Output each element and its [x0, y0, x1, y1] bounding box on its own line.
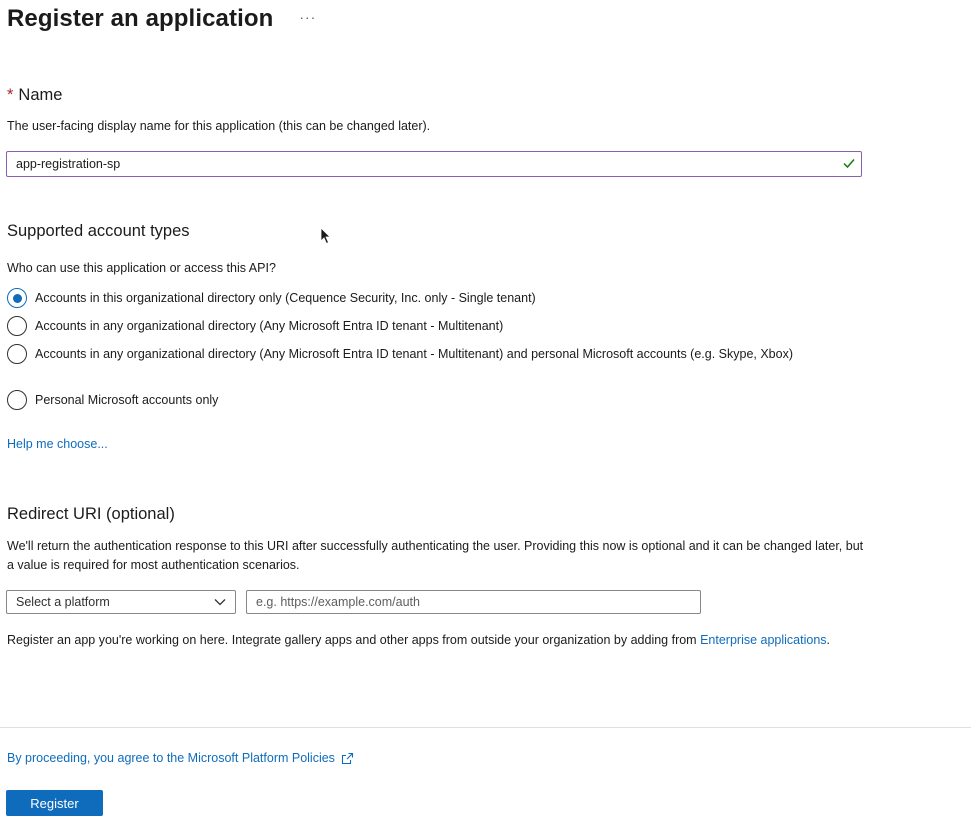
radio-button[interactable]	[7, 316, 27, 336]
account-types-question: Who can use this application or access this API?	[7, 261, 276, 275]
register-note	[7, 631, 830, 650]
page-title: Register an application	[7, 5, 274, 32]
account-type-option-multitenant[interactable]	[7, 316, 503, 336]
mouse-cursor-icon	[320, 227, 331, 245]
platform-select-value: Select a platform	[16, 595, 110, 609]
required-marker: *	[7, 86, 14, 104]
help-me-choose-link[interactable]: Help me choose...	[7, 437, 108, 451]
more-options-icon[interactable]: ···	[299, 9, 317, 25]
account-type-option-single-tenant[interactable]	[7, 288, 536, 308]
external-link-icon[interactable]	[341, 752, 354, 765]
enterprise-applications-link[interactable]: Enterprise applications	[700, 633, 827, 647]
radio-label: Accounts in any organizational directory (Any Microsoft Entra ID tenant - Multitenant)	[35, 319, 504, 333]
platform-policies-link[interactable]: By proceeding, you agree to the Microsoft Platform Policies	[7, 751, 335, 765]
checkmark-icon	[842, 156, 856, 170]
register-note-end: .	[826, 633, 831, 647]
account-type-option-personal-only[interactable]	[7, 390, 218, 410]
title-row	[7, 4, 316, 34]
redirect-uri-title: Redirect URI (optional)	[7, 505, 175, 523]
name-label-text: Name	[18, 86, 63, 104]
policy-row	[7, 751, 354, 765]
register-note-text: Register an app you're working on here. Integrate gallery apps and other apps from outside your organization by adding from	[7, 633, 701, 647]
account-types-title: Supported account types	[7, 222, 190, 240]
radio-label: Accounts in any organizational directory (Any Microsoft Entra ID tenant - Multitenant) and personal Microsoft accounts (e.g. Skype, Xbox)	[35, 347, 793, 361]
name-label	[7, 86, 62, 105]
radio-button[interactable]	[7, 344, 27, 364]
redirect-uri-description: We'll return the authentication response to this URI after successfully authenticating the user. Providing this now is optional and it can be changed later, but a value is required for most authentication scenarios.	[7, 539, 864, 572]
radio-label: Personal Microsoft accounts only	[35, 393, 219, 407]
radio-button[interactable]	[7, 288, 27, 308]
redirect-uri-input[interactable]	[246, 590, 701, 614]
radio-label: Accounts in this organizational directory only (Cequence Security, Inc. only - Single tenant)	[35, 291, 536, 305]
platform-select[interactable]	[6, 590, 236, 614]
chevron-down-icon	[214, 597, 226, 607]
radio-button[interactable]	[7, 390, 27, 410]
register-button[interactable]: Register	[6, 790, 103, 816]
name-input[interactable]	[7, 153, 827, 175]
footer-divider	[0, 727, 971, 728]
name-field-wrapper	[6, 151, 862, 177]
account-type-option-multitenant-personal[interactable]	[7, 344, 857, 364]
name-description: The user-facing display name for this application (this can be changed later).	[7, 119, 431, 133]
